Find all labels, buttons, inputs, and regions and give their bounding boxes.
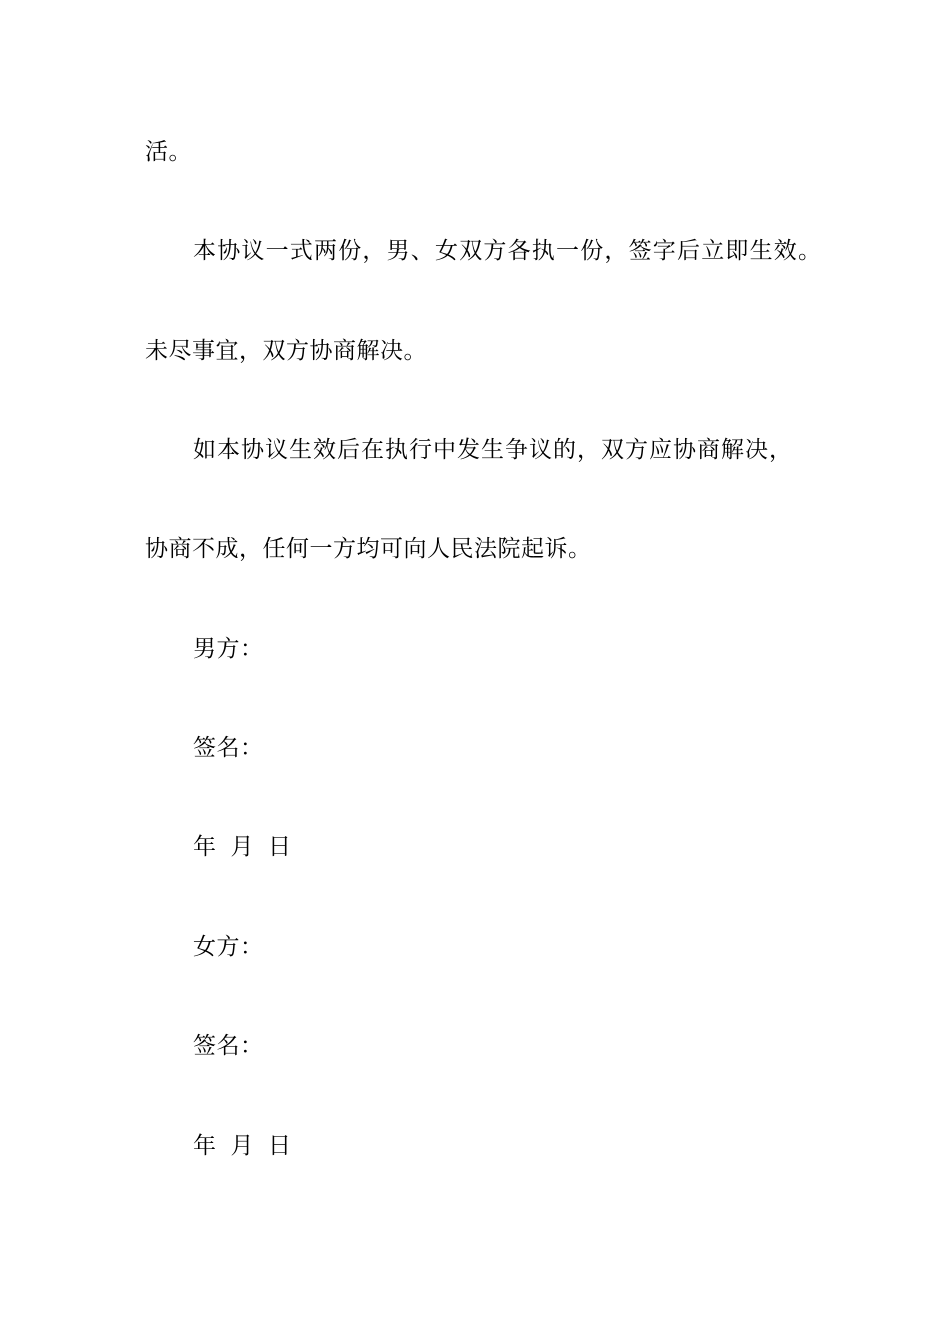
female-date-line — [193, 1131, 292, 1161]
female-party-label: 女方： — [193, 934, 264, 960]
date-day: 日 — [268, 834, 292, 860]
paragraph-line: 本协议一式两份，男、女双方各执一份，签字后立即生效。 — [193, 238, 823, 264]
female-signature-label: 签名： — [193, 1033, 264, 1059]
paragraph-line: 未尽事宜，双方协商解决。 — [145, 338, 427, 364]
date-year: 年 — [193, 834, 217, 860]
paragraph-line: 协商不成，任何一方均可向人民法院起诉。 — [145, 536, 592, 562]
date-month: 月 — [230, 1133, 254, 1159]
male-signature-label: 签名： — [193, 735, 264, 761]
paragraph-line: 活。 — [145, 139, 192, 165]
male-date-line — [193, 832, 292, 862]
date-day: 日 — [268, 1133, 292, 1159]
date-year: 年 — [193, 1133, 217, 1159]
paragraph-line: 如本协议生效后在执行中发生争议的，双方应协商解决， — [193, 437, 793, 463]
date-month: 月 — [230, 834, 254, 860]
male-party-label: 男方： — [193, 636, 264, 662]
